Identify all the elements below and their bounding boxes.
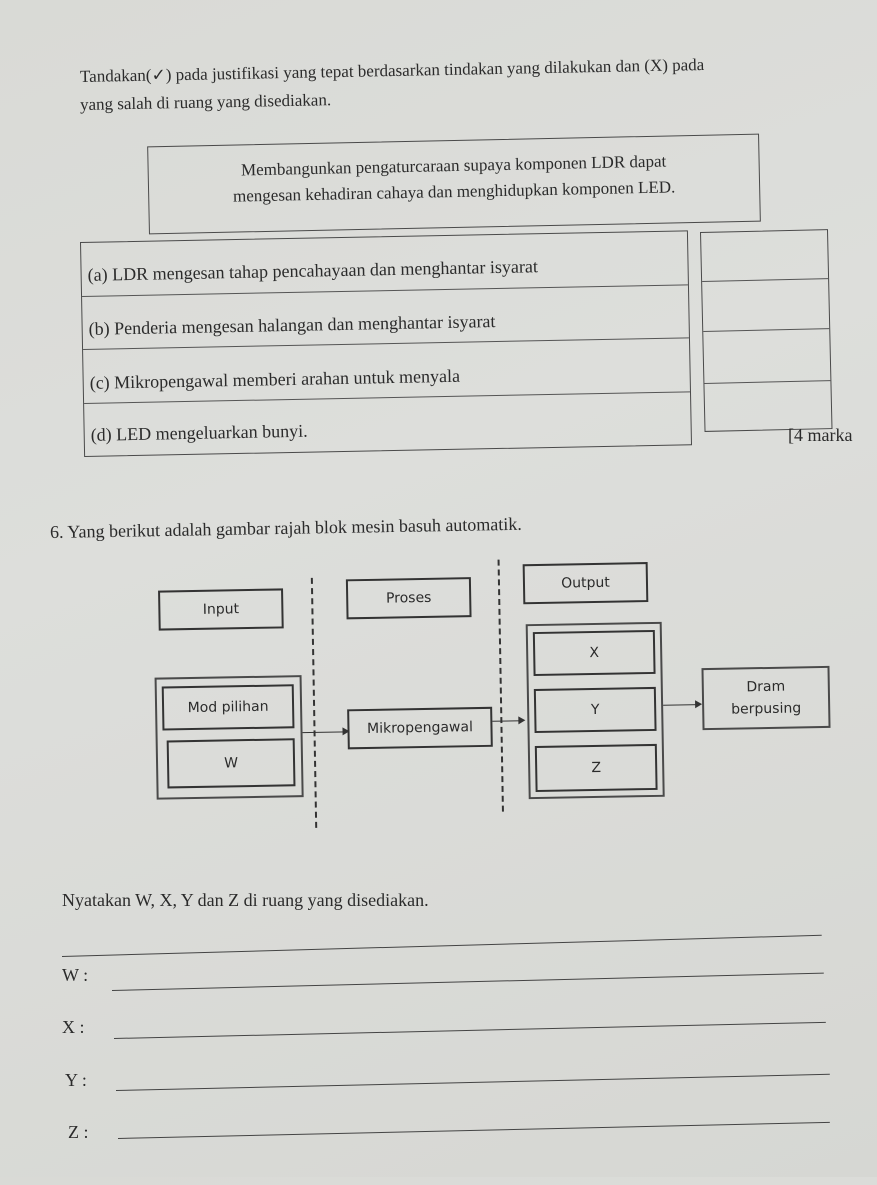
answer-label-y: Y : [65,1070,87,1090]
instruction-line-1: Tandakan(✓) pada justifikasi yang tepat berdasarkan tindakan yang dilakukan dan (X) pada [79,55,705,86]
answer-label-w: W : [62,965,89,985]
arrow-line [663,704,699,706]
statement-a: (a) LDR mengesan tahap pencahayaan dan menghantar isyarat [87,256,539,285]
x-block: X [533,630,656,676]
question-6: 6. Yang berikut adalah gambar rajah blok mesin basuh automatik. [49,513,523,542]
input-header: Input [158,588,284,630]
answer-label-z: Z : [68,1122,89,1142]
dram-block [701,666,830,730]
proses-header: Proses [346,577,472,619]
statement-d: (d) LED mengeluarkan bunyi. [90,420,308,445]
mod-pilihan-block: Mod pilihan [162,684,295,730]
dram-label-line-1: Dram [746,678,786,695]
y-block: Y [534,687,657,733]
statement-c: (c) Mikropengawal memberi arahan untuk menyala [89,365,461,393]
context-line-2: mengesan kehadiran cahaya dan menghidupkan komponen LED. [232,177,676,206]
context-line-1: Membangunkan pengaturcaraan supaya komponen LDR dapat [240,151,667,180]
dram-label-line-2: berpusing [731,700,802,718]
w-block: W [167,738,296,788]
divider-dashed-line [311,578,317,828]
output-header: Output [523,562,649,604]
arrow-head-icon [518,716,525,724]
instruction-line-2: yang salah di ruang yang disediakan. [79,90,332,114]
divider-dashed-line [498,560,504,812]
marks-label: [4 marka [788,425,853,445]
statement-b: (b) Penderia mengesan halangan dan menghantar isyarat [88,311,496,339]
z-block: Z [535,744,658,792]
answer-prompt: Nyatakan W, X, Y dan Z di ruang yang disediakan. [62,890,429,910]
arrow-line [303,731,347,733]
mikropengawal-block: Mikropengawal [347,707,493,750]
answer-label-x: X : [62,1017,85,1037]
